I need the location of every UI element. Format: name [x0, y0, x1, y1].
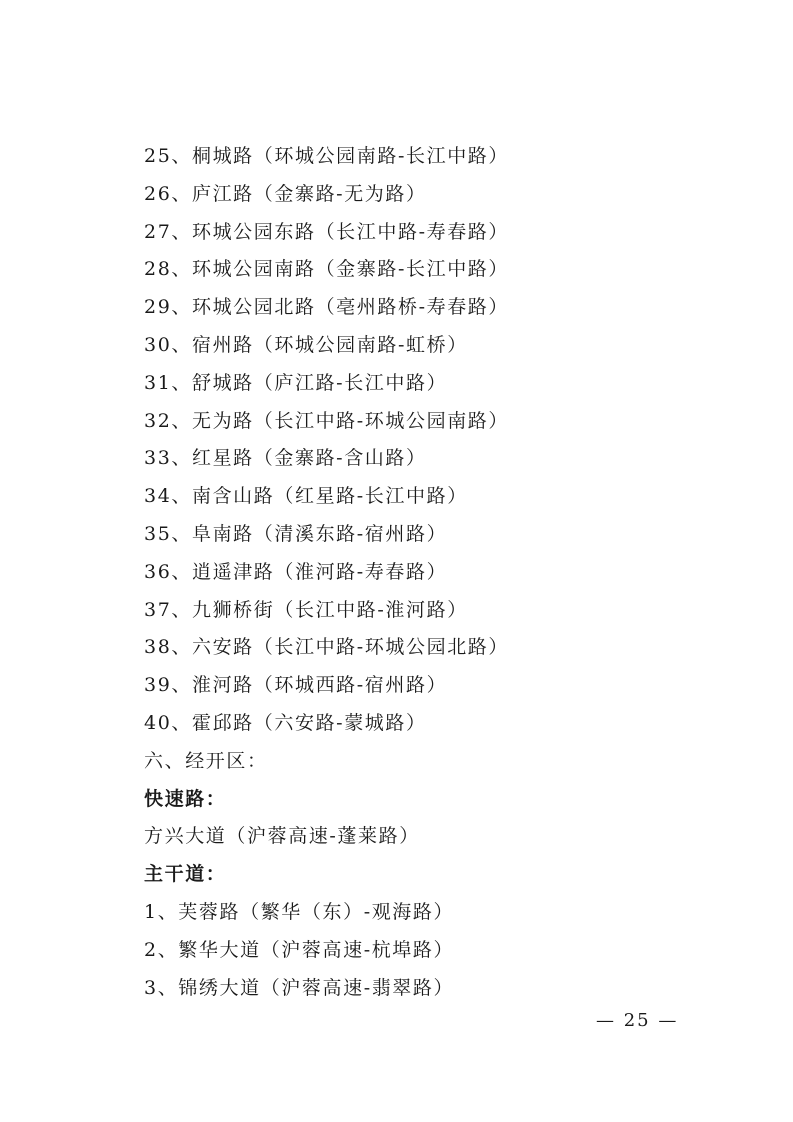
document-body: [144, 138, 704, 1007]
list-item: 32、无为路（长江中路-环城公园南路）: [144, 409, 509, 432]
list-item: 26、庐江路（金寨路-无为路）: [144, 182, 427, 205]
list-item: 36、逍遥津路（淮河路-寿春路）: [144, 560, 448, 583]
list-item: 方兴大道（沪蓉高速-蓬莱路）: [144, 825, 420, 848]
subsection-heading: 主干道：: [144, 863, 227, 886]
list-item: 39、淮河路（环城西路-宿州路）: [144, 674, 448, 697]
subsection-heading: 快速路：: [144, 787, 227, 810]
list-item: 30、宿州路（环城公园南路-虹桥）: [144, 333, 468, 356]
list-item: 37、九狮桥街（长江中路-淮河路）: [144, 598, 468, 621]
list-item: 31、舒城路（庐江路-长江中路）: [144, 371, 448, 394]
list-item: 27、环城公园东路（长江中路-寿春路）: [144, 220, 509, 243]
section-heading: 六、经开区：: [144, 749, 268, 772]
list-item: 28、环城公园南路（金寨路-长江中路）: [144, 258, 509, 281]
list-item: 34、南含山路（红星路-长江中路）: [144, 485, 468, 508]
list-item: 1、芙蓉路（繁华（东）-观海路）: [144, 900, 455, 923]
list-item: 2、繁华大道（沪蓉高速-杭埠路）: [144, 938, 455, 961]
list-item: 38、六安路（长江中路-环城公园北路）: [144, 636, 509, 659]
list-item: 3、锦绣大道（沪蓉高速-翡翠路）: [144, 976, 455, 999]
list-item: 25、桐城路（环城公园南路-长江中路）: [144, 145, 509, 167]
list-item: 29、环城公园北路（亳州路桥-寿春路）: [144, 296, 509, 319]
page-number: — 25 —: [596, 1010, 679, 1031]
list-item: 33、红星路（金寨路-含山路）: [144, 447, 427, 470]
list-item: 35、阜南路（清溪东路-宿州路）: [144, 522, 448, 545]
list-item: 40、霍邱路（六安路-蒙城路）: [144, 711, 427, 734]
